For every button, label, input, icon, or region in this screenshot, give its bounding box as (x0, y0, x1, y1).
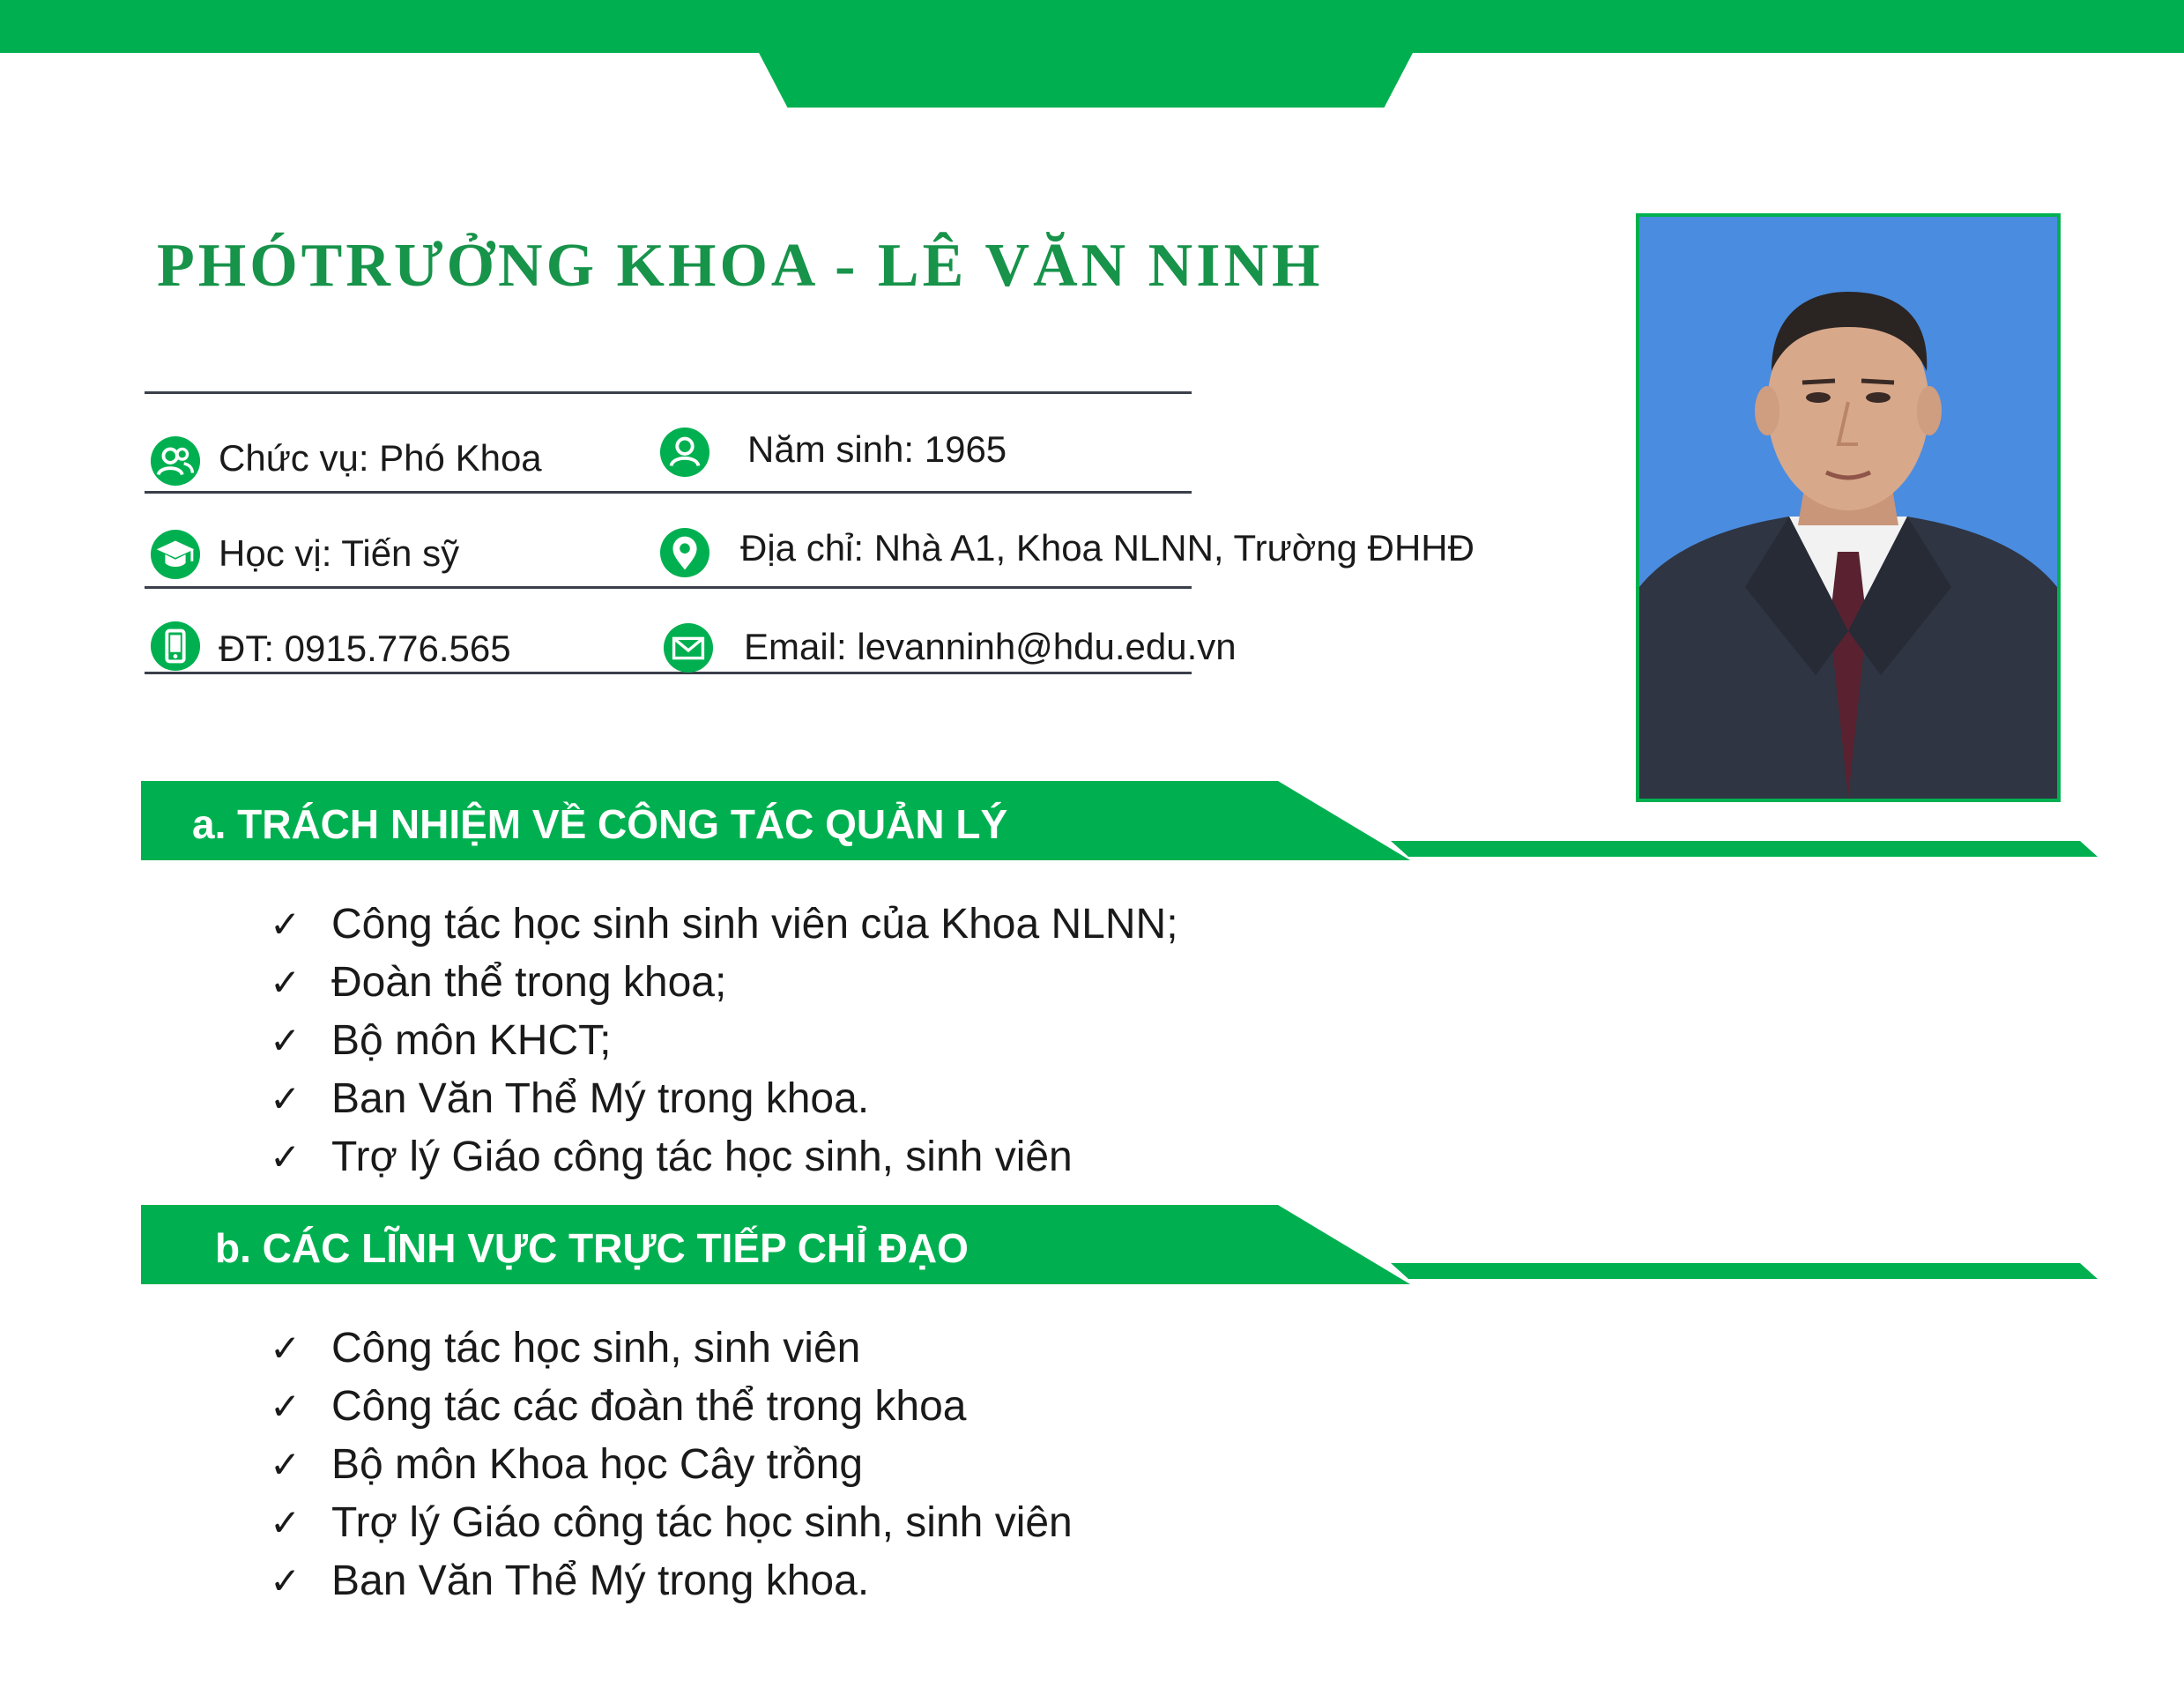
location-pin-icon (659, 527, 710, 578)
check-icon: ✓ (270, 1501, 301, 1543)
check-icon: ✓ (270, 1077, 301, 1119)
list-item: ✓ Công tác học sinh sinh viên của Khoa NLNN; (270, 900, 1178, 948)
birth-year-field: Năm sinh: 1965 (747, 428, 1007, 470)
section-b-stripe (1391, 1263, 2098, 1279)
top-accent-tab (758, 51, 1414, 108)
phone-field: ĐT: 0915.776.565 (219, 628, 511, 669)
section-a-heading: a. TRÁCH NHIỆM VỀ CÔNG TÁC QUẢN LÝ (192, 801, 1008, 847)
info-divider-1 (145, 491, 1192, 494)
address-field: Địa chỉ: Nhà A1, Khoa NLNN, Trường ĐHHĐ (740, 527, 1475, 569)
list-item: ✓ Công tác học sinh, sinh viên (270, 1324, 861, 1372)
position-field: Chức vụ: Phó Khoa (219, 437, 542, 479)
phone-icon (150, 621, 201, 672)
email-field: Email: levanninh@hdu.edu.vn (744, 626, 1237, 667)
check-icon: ✓ (270, 1443, 301, 1485)
top-accent-bar (0, 0, 2184, 53)
info-divider-2 (145, 586, 1192, 589)
graduation-cap-icon (150, 529, 201, 580)
list-item: ✓ Trợ lý Giáo công tác học sinh, sinh viên (270, 1133, 1073, 1180)
portrait-illustration (1639, 217, 2057, 799)
list-item: ✓ Trợ lý Giáo công tác học sinh, sinh viên (270, 1498, 1073, 1546)
portrait-photo (1636, 213, 2061, 802)
check-icon: ✓ (270, 961, 301, 1003)
list-item: ✓ Đoàn thể trong khoa; (270, 958, 727, 1006)
users-icon (150, 435, 201, 487)
check-icon: ✓ (270, 1135, 301, 1178)
check-icon: ✓ (270, 903, 301, 945)
page-title: PHÓTRƯỞNG KHOA - LÊ VĂN NINH (157, 232, 1324, 300)
list-item: ✓ Ban Văn Thể Mý trong khoa. (270, 1557, 870, 1604)
list-item: ✓ Ban Văn Thể Mý trong khoa. (270, 1074, 870, 1122)
list-item: ✓ Công tác các đoàn thể trong khoa (270, 1382, 967, 1430)
check-icon: ✓ (270, 1559, 301, 1602)
section-b-heading: b. CÁC LĨNH VỰC TRỰC TIẾP CHỈ ĐẠO (215, 1225, 969, 1271)
envelope-icon (663, 622, 714, 673)
list-item: ✓ Bộ môn KHCT; (270, 1016, 612, 1064)
info-divider-top (145, 391, 1192, 394)
section-a-list (270, 895, 1178, 1186)
degree-field: Học vị: Tiến sỹ (219, 532, 460, 574)
check-icon: ✓ (270, 1385, 301, 1427)
section-b-list (270, 1319, 1073, 1610)
section-a-stripe (1391, 841, 2098, 857)
check-icon: ✓ (270, 1019, 301, 1061)
check-icon: ✓ (270, 1327, 301, 1369)
person-icon (659, 427, 710, 478)
list-item: ✓ Bộ môn Khoa học Cây trồng (270, 1440, 864, 1488)
